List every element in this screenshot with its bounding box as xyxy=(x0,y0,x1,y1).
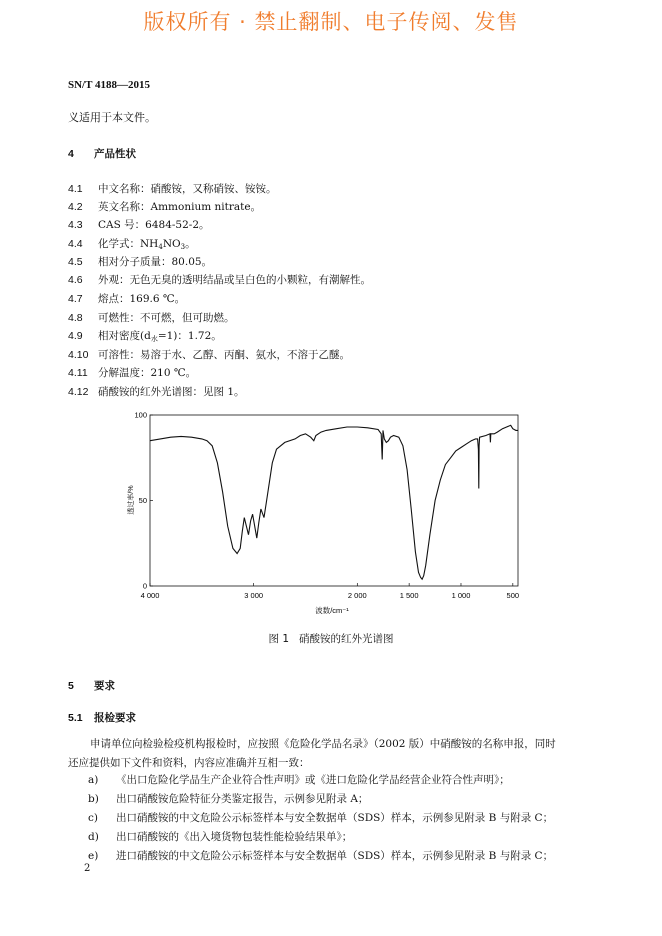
requirement-text: 出口硝酸铵危险特征分类鉴定报告，示例参见附录 A； xyxy=(116,793,369,805)
property-text: 外观：无色无臭的透明结晶或呈白色的小颗粒，有潮解性。 xyxy=(98,274,371,286)
property-subscript: 水 xyxy=(150,335,158,343)
property-item xyxy=(68,365,196,380)
section-4-heading xyxy=(68,146,136,161)
property-subscript: 4 xyxy=(158,243,163,251)
property-number: 4.4 xyxy=(68,238,83,250)
property-item xyxy=(68,347,350,362)
requirement-label: e) xyxy=(88,850,99,862)
property-text: 相对密度(d xyxy=(98,330,151,342)
property-number: 4.12 xyxy=(68,386,89,398)
x-tick-label: 2 000 xyxy=(347,591,367,600)
requirement-text: 《出口危险化学品生产企业符合性声明》或《进口危险化学品经营企业符合性声明》； xyxy=(116,774,510,786)
requirement-label: d) xyxy=(88,831,99,843)
section-5-heading xyxy=(68,678,115,693)
property-item xyxy=(68,384,245,399)
property-item xyxy=(68,254,212,269)
property-item xyxy=(68,291,185,306)
y-tick-label: 50 xyxy=(138,496,147,505)
property-text: 化学式：NH xyxy=(98,238,159,250)
copyright-banner: 版权所有 · 禁止翻制、电子传阅、发售 xyxy=(143,10,519,34)
requirement-label: a) xyxy=(88,774,99,786)
figure-title: 硝酸铵的红外光谱图 xyxy=(299,633,394,645)
requirement-label: b) xyxy=(88,793,99,805)
property-item xyxy=(68,310,235,325)
spectrum-line xyxy=(150,425,518,579)
property-item xyxy=(68,199,261,214)
page-number: 2 xyxy=(84,863,91,874)
figure-number: 图 1 xyxy=(268,633,290,645)
section-5-title: 要求 xyxy=(94,680,115,692)
section-5-1-heading xyxy=(68,710,136,725)
property-item xyxy=(68,217,210,232)
property-text: 分解温度：210 ℃。 xyxy=(98,367,197,379)
property-text: 熔点：169.6 ℃。 xyxy=(98,293,186,305)
property-number: 4.3 xyxy=(68,219,83,231)
property-text: 可溶性：易溶于水、乙醇、丙酮、氨水，不溶于乙醚。 xyxy=(98,349,350,361)
y-tick-label: 0 xyxy=(142,581,147,591)
property-item xyxy=(68,328,222,344)
property-number: 4.1 xyxy=(68,183,83,195)
section-5-1-title: 报检要求 xyxy=(94,712,136,724)
requirement-item xyxy=(88,848,553,863)
property-number: 4.8 xyxy=(68,312,83,324)
requirement-item xyxy=(88,810,553,825)
x-tick-label: 1 500 xyxy=(399,591,419,600)
property-text: 英文名称：Ammonium nitrate。 xyxy=(98,201,262,213)
property-number: 4.9 xyxy=(68,330,83,342)
property-number: 4.11 xyxy=(68,367,88,379)
requirement-label: c) xyxy=(88,812,98,824)
property-number: 4.6 xyxy=(68,274,83,286)
property-text: 可燃性：不可燃，但可助燃。 xyxy=(98,312,235,324)
figure-caption xyxy=(0,631,662,646)
property-item xyxy=(68,236,196,251)
property-item xyxy=(68,181,277,196)
requirement-item xyxy=(88,791,368,806)
property-text: 相对分子质量：80.05。 xyxy=(98,256,213,268)
property-text: CAS 号：6484-52-2。 xyxy=(98,219,210,231)
y-tick-label: 100 xyxy=(134,410,147,420)
section-5-number: 5 xyxy=(68,680,74,692)
requirement-item xyxy=(88,772,510,787)
requirement-text: 出口硝酸铵的中文危险公示标签样本与安全数据单（SDS）样本，示例参见附录 B 与附录 C； xyxy=(116,812,554,824)
property-text: =1)：1.72。 xyxy=(157,330,222,342)
requirements-paragraph xyxy=(68,735,588,773)
requirement-item xyxy=(88,829,352,844)
property-number: 4.10 xyxy=(68,349,89,361)
x-tick-label: 1 000 xyxy=(451,591,471,600)
property-text: NO xyxy=(162,238,181,250)
property-number: 4.7 xyxy=(68,293,83,305)
x-tick-label: 3 000 xyxy=(244,591,264,600)
x-tick-label: 4 000 xyxy=(140,591,160,600)
property-text: 。 xyxy=(185,238,196,250)
property-subscript: 3 xyxy=(180,243,186,251)
property-text: 硝酸铵的红外光谱图：见图 1。 xyxy=(98,386,245,398)
requirement-text: 出口硝酸铵的《出入境货物包装性能检验结果单》； xyxy=(116,831,353,843)
paragraph-line-2: 还应提供如下文件和资料，内容应准确并互相一致： xyxy=(68,757,310,769)
property-text: 中文名称：硝酸铵，又称硝铵、铵铵。 xyxy=(98,183,277,195)
property-number: 4.5 xyxy=(68,256,83,268)
intro-line: 义适用于本文件。 xyxy=(68,111,156,124)
section-4-number: 4 xyxy=(68,148,74,160)
section-4-title: 产品性状 xyxy=(94,148,136,160)
section-5-1-number: 5.1 xyxy=(68,712,83,724)
y-axis-label: 透过率/% xyxy=(128,485,135,515)
x-axis-label: 波数/cm⁻¹ xyxy=(315,606,349,615)
property-item xyxy=(68,272,371,287)
ir-spectrum-chart xyxy=(100,405,540,620)
property-number: 4.2 xyxy=(68,201,83,213)
paragraph-line-1: 申请单位向检验检疫机构报检时，应按照《危险化学品名录》（2002 版）中硝酸铵的名称申报，同时 xyxy=(90,738,556,750)
requirement-text: 进口硝酸铵的中文危险公示标签样本与安全数据单（SDS）样本，示例参见附录 B 与附录 C； xyxy=(116,850,554,862)
standard-number: SN/T 4188—2015 xyxy=(68,79,151,91)
x-tick-label: 500 xyxy=(506,591,520,600)
